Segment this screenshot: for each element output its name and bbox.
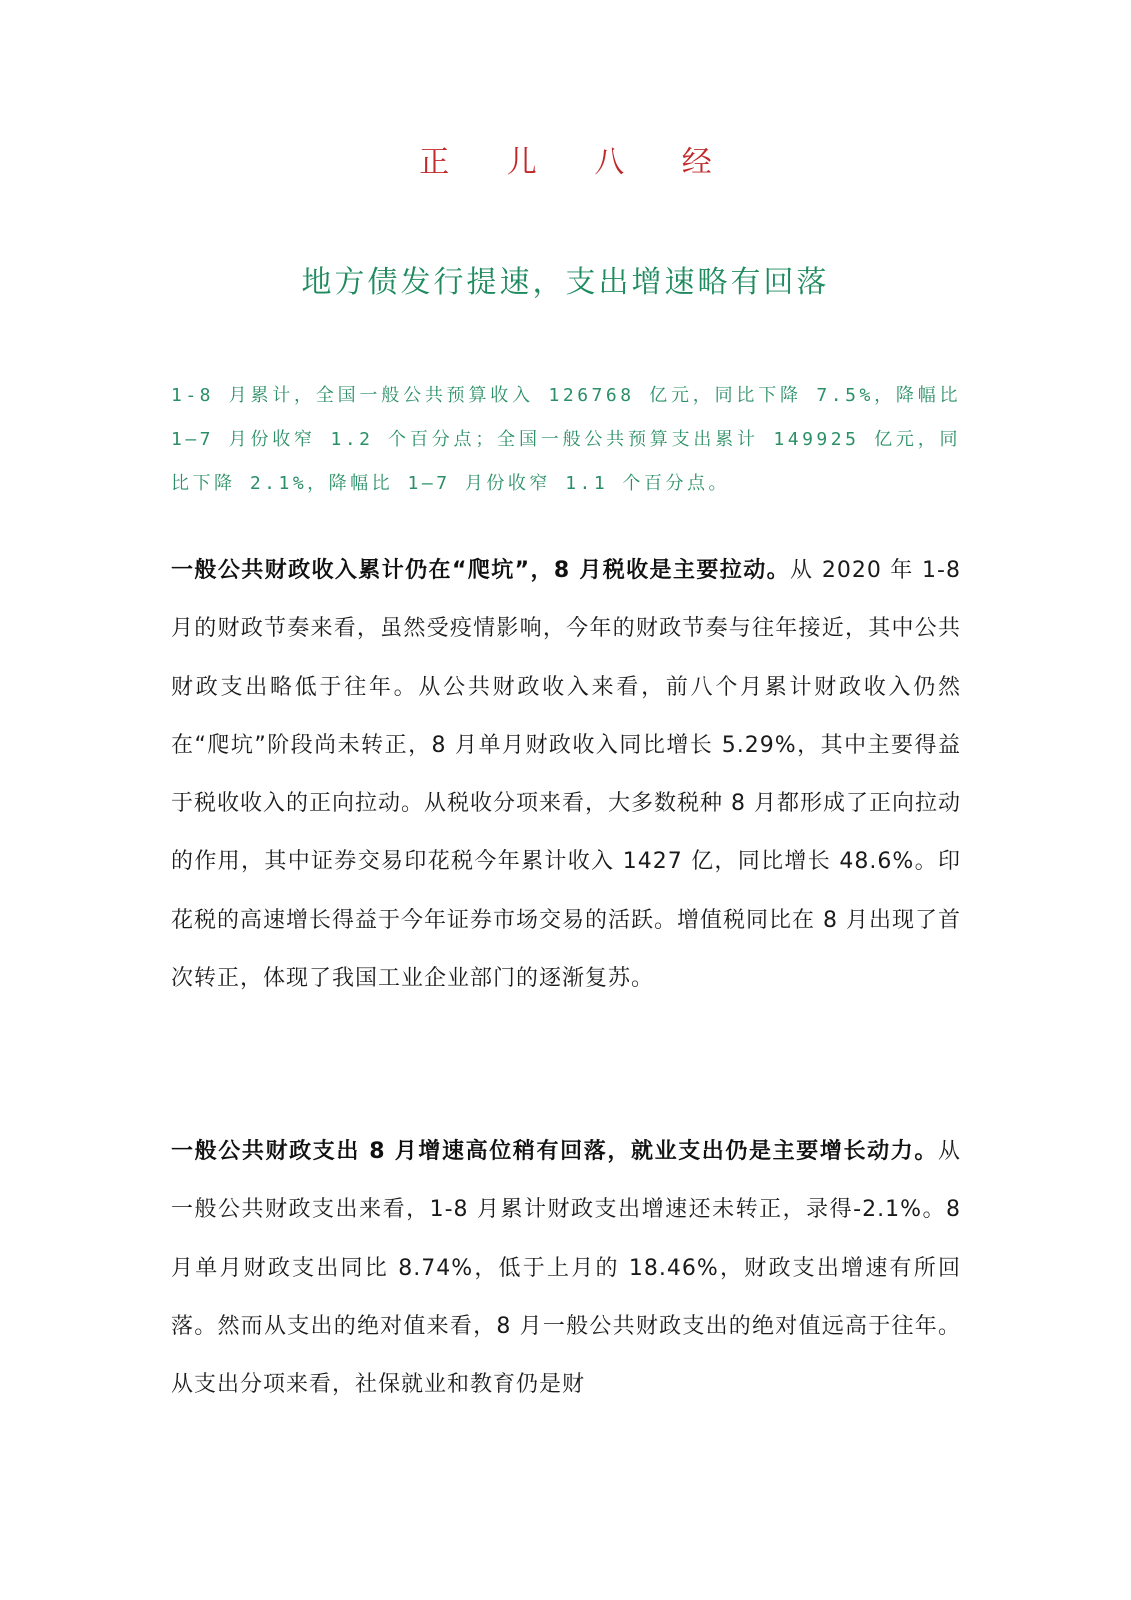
article-summary: 1-8 月累计，全国一般公共预算收入 126768 亿元，同比下降 7.5%，降幅比 1—7 月份收窄 1.2 个百分点；全国一般公共预算支出累计 149925 亿元，同比下降 2.1%，降幅比 1—7 月份收窄 1.1 个百分点。 xyxy=(171,385,961,494)
paragraph-1-lead: 一般公共财政收入累计仍在“爬坑”，8 月税收是主要拉动。 xyxy=(171,558,791,583)
paragraph-2-body: 从一般公共财政支出来看，1-8 月累计财政支出增速还未转正，录得-2.1%。8 月单月财政支出同比 8.74%，低于上月的 18.46%，财政支出增速有所回落。然而从支出的绝对值来看，8 月一般公共财政支出的绝对值远高于往年。从支出分项来看，社保就业和教育仍是财 xyxy=(171,1139,961,1398)
brand-title: 正 儿 八 经 xyxy=(419,145,736,180)
body-paragraph-2 xyxy=(171,1123,961,1414)
body-paragraph-1 xyxy=(171,542,961,1008)
paragraph-1-body: 从 2020 年 1-8 月的财政节奏来看，虽然受疫情影响，今年的财政节奏与往年接近，其中公共财政支出略低于往年。从公共财政收入来看，前八个月累计财政收入仍然在“爬坑”阶段尚未转正，8 月单月财政收入同比增长 5.29%，其中主要得益于税收收入的正向拉动。从税收分项来看，大多数税种 8 月都形成了正向拉动的作用，其中证券交易印花税今年累计收入 1427 亿，同比增长 48.6%。印花税的高速增长得益于今年证券市场交易的活跃。增值税同比在 8 月出现了首次转正，体现了我国工业企业部门的逐渐复苏。 xyxy=(171,558,961,992)
article-headline: 地方债发行提速，支出增速略有回落 xyxy=(301,265,830,300)
paragraph-2-lead: 一般公共财政支出 8 月增速高位稍有回落，就业支出仍是主要增长动力。 xyxy=(171,1139,938,1164)
